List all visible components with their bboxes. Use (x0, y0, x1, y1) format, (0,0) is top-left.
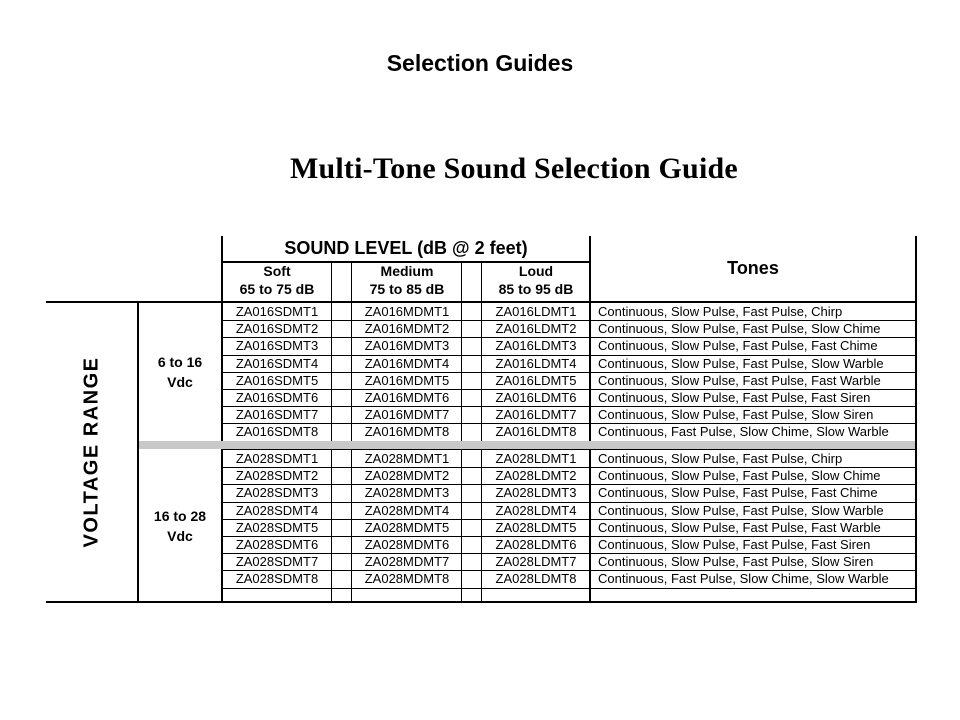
part-number-cell: ZA016LDMT5 (495, 372, 577, 388)
part-number-cell: ZA016SDMT7 (235, 407, 319, 423)
slide-title: Selection Guides (386, 50, 574, 76)
part-number-cell: ZA028LDMT7 (495, 554, 577, 570)
row-line (222, 502, 916, 503)
row-line (222, 406, 916, 407)
part-number-cell: ZA016SDMT8 (235, 424, 319, 440)
tones-cell: Continuous, Slow Pulse, Fast Pulse, Slow Chime (598, 321, 881, 337)
tones-cell: Continuous, Slow Pulse, Fast Pulse, Fast Chime (598, 485, 878, 501)
grid-line (46, 301, 917, 303)
part-number-cell: ZA016MDMT2 (364, 321, 450, 337)
row-line (222, 389, 916, 390)
row-line (222, 536, 916, 537)
part-number-cell: ZA016MDMT3 (364, 338, 450, 354)
part-number-cell: ZA016SDMT6 (235, 390, 319, 405)
tones-cell: Continuous, Slow Pulse, Fast Pulse, Slow Chime (598, 468, 881, 484)
sound-level-header: SOUND LEVEL (dB @ 2 feet) (284, 238, 528, 258)
part-number-cell: ZA028MDMT1 (364, 451, 450, 466)
group-separator (139, 441, 915, 449)
voltage-group-2-label (138, 506, 222, 546)
part-number-cell: ZA028LDMT3 (495, 485, 577, 501)
part-number-cell: ZA016LDMT7 (495, 407, 577, 423)
row-line (222, 519, 916, 520)
voltage-range-header (46, 302, 138, 602)
part-number-cell: ZA028LDMT1 (495, 451, 577, 466)
part-number-cell: ZA028SDMT8 (235, 571, 319, 587)
grid-line (221, 236, 223, 603)
tones-cell: Continuous, Slow Pulse, Fast Pulse, Fast Warble (598, 372, 881, 388)
part-number-cell: ZA028SDMT5 (235, 519, 319, 535)
tones-cell: Continuous, Slow Pulse, Fast Pulse, Fast Chime (598, 338, 878, 354)
grid-line (137, 301, 139, 603)
part-number-cell: ZA028LDMT4 (495, 502, 577, 518)
grid-line (481, 262, 482, 603)
part-number-cell: ZA028MDMT5 (364, 519, 450, 535)
part-number-cell: ZA028MDMT7 (364, 554, 450, 570)
tones-cell: Continuous, Slow Pulse, Fast Pulse, Fast Warble (598, 519, 881, 535)
part-number-cell: ZA028LDMT6 (495, 537, 577, 552)
part-number-cell: ZA016SDMT4 (235, 355, 319, 371)
row-line (222, 467, 916, 468)
tones-header: Tones (727, 258, 779, 278)
part-number-cell: ZA028MDMT8 (364, 571, 450, 587)
tones-cell: Continuous, Slow Pulse, Fast Pulse, Fast Siren (598, 537, 871, 552)
part-number-cell: ZA028MDMT3 (364, 485, 450, 501)
column-range: 85 to 95 dB (498, 281, 574, 297)
part-number-cell: ZA016SDMT5 (235, 372, 319, 388)
column-header-soft (222, 262, 332, 300)
row-line (222, 423, 916, 424)
part-number-cell: ZA016LDMT2 (495, 321, 577, 337)
grid-line (46, 601, 917, 603)
tones-cell: Continuous, Slow Pulse, Fast Pulse, Chirp (598, 451, 843, 466)
row-line (222, 355, 916, 356)
column-name: Soft (263, 263, 291, 279)
column-range: 75 to 85 dB (369, 281, 445, 297)
voltage-unit: Vdc (167, 374, 193, 390)
part-number-cell: ZA028MDMT4 (364, 502, 450, 518)
part-number-cell: ZA016MDMT8 (364, 424, 450, 440)
part-number-cell: ZA016LDMT1 (495, 304, 577, 319)
part-number-cell: ZA016LDMT6 (495, 390, 577, 405)
part-number-cell: ZA016LDMT8 (495, 424, 577, 440)
row-line (222, 484, 916, 485)
row-line (222, 320, 916, 321)
tones-cell: Continuous, Slow Pulse, Fast Pulse, Slow Siren (598, 407, 874, 423)
row-line (222, 372, 916, 373)
part-number-cell: ZA028LDMT2 (495, 468, 577, 484)
column-header-loud (482, 262, 590, 300)
part-number-cell: ZA028SDMT3 (235, 485, 319, 501)
grid-line (915, 236, 917, 603)
part-number-cell: ZA016MDMT7 (364, 407, 450, 423)
part-number-cell: ZA016MDMT6 (364, 390, 450, 405)
part-number-cell: ZA016LDMT3 (495, 338, 577, 354)
voltage-value: 6 to 16 (157, 354, 203, 370)
row-line (222, 337, 916, 338)
part-number-cell: ZA016SDMT1 (235, 304, 319, 319)
voltage-value: 16 to 28 (153, 508, 207, 524)
tones-cell: Continuous, Slow Pulse, Fast Pulse, Chirp (598, 304, 843, 319)
row-line (222, 570, 916, 571)
row-line (222, 588, 916, 589)
part-number-cell: ZA016LDMT4 (495, 355, 577, 371)
part-number-cell: ZA016MDMT4 (364, 355, 450, 371)
tones-cell: Continuous, Fast Pulse, Slow Chime, Slow Warble (598, 424, 889, 440)
column-name: Loud (518, 263, 554, 279)
grid-line (589, 236, 591, 603)
part-number-cell: ZA016SDMT2 (235, 321, 319, 337)
tones-cell: Continuous, Slow Pulse, Fast Pulse, Slow Warble (598, 502, 884, 518)
tones-cell: Continuous, Slow Pulse, Fast Pulse, Fast Siren (598, 390, 871, 405)
voltage-unit: Vdc (167, 528, 193, 544)
grid-line (461, 262, 462, 603)
column-range: 65 to 75 dB (239, 281, 315, 297)
part-number-cell: ZA028LDMT8 (495, 571, 577, 587)
tones-cell: Continuous, Slow Pulse, Fast Pulse, Slow Warble (598, 355, 884, 371)
part-number-cell: ZA016MDMT5 (364, 372, 450, 388)
column-name: Medium (380, 263, 434, 279)
part-number-cell: ZA028SDMT7 (235, 554, 319, 570)
part-number-cell: ZA028MDMT2 (364, 468, 450, 484)
part-number-cell: ZA028LDMT5 (495, 519, 577, 535)
voltage-range-label: VOLTAGE RANGE (80, 356, 103, 548)
part-number-cell: ZA028SDMT6 (235, 537, 319, 552)
part-number-cell: ZA028SDMT4 (235, 502, 319, 518)
guide-title: Multi-Tone Sound Selection Guide (290, 152, 738, 185)
grid-line (222, 261, 590, 263)
row-line (222, 553, 916, 554)
part-number-cell: ZA016SDMT3 (235, 338, 319, 354)
part-number-cell: ZA028MDMT6 (364, 537, 450, 552)
part-number-cell: ZA016MDMT1 (364, 304, 450, 319)
voltage-group-1-label (138, 352, 222, 392)
grid-line (331, 262, 332, 603)
grid-line (351, 262, 352, 603)
row-line (222, 449, 916, 450)
part-number-cell: ZA028SDMT1 (235, 451, 319, 466)
part-number-cell: ZA028SDMT2 (235, 468, 319, 484)
tones-cell: Continuous, Fast Pulse, Slow Chime, Slow Warble (598, 571, 889, 587)
tones-cell: Continuous, Slow Pulse, Fast Pulse, Slow Siren (598, 554, 874, 570)
column-header-medium (352, 262, 462, 300)
